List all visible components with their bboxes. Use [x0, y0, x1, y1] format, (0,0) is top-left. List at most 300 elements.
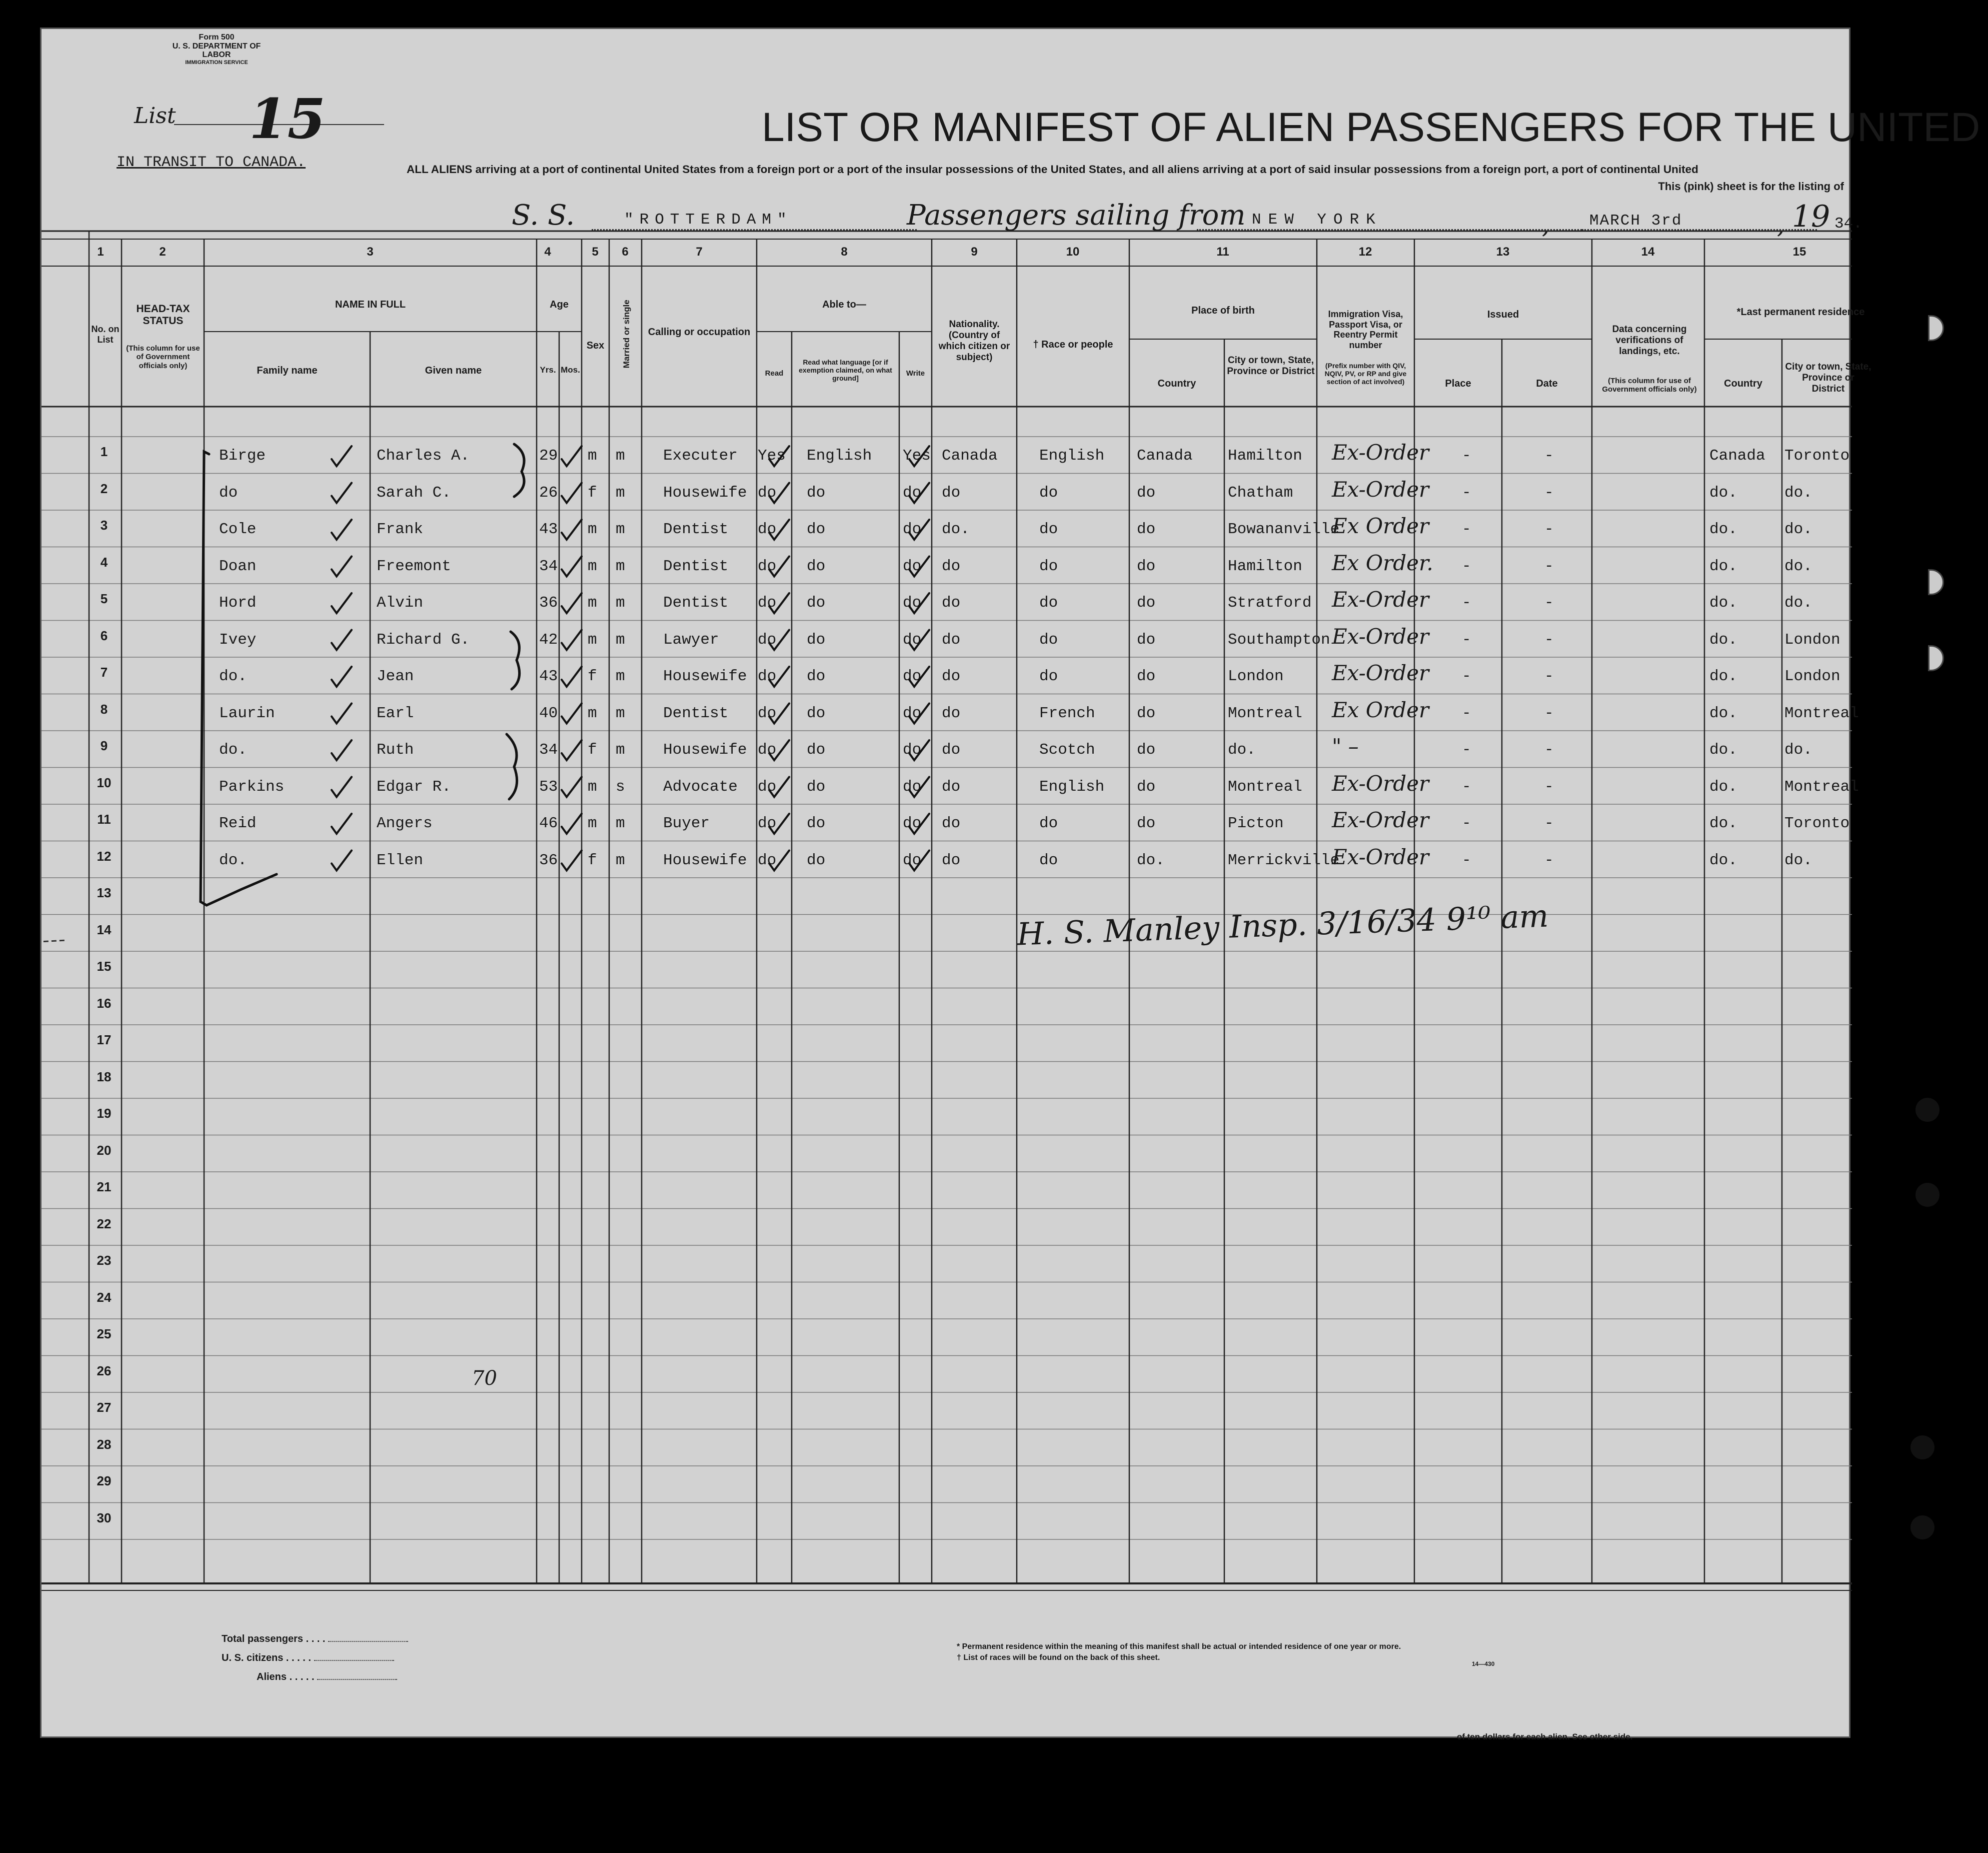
row-number: 3 — [100, 518, 108, 533]
row-number: 7 — [100, 665, 108, 680]
cell-sex: m — [588, 704, 597, 722]
manifest-sheet — [40, 28, 1980, 1741]
cell-date: - — [1544, 631, 1554, 649]
check-mark — [562, 740, 582, 760]
header-nationality: Nationality. (Country of which citizen or subject) — [938, 319, 1010, 363]
cell-ms: m — [616, 631, 625, 649]
check-mark — [332, 777, 352, 797]
cell-birth-city: Montreal — [1228, 778, 1302, 796]
cell-birth-country: Canada — [1137, 447, 1193, 465]
cell-occupation: Housewife — [663, 668, 747, 685]
check-mark — [909, 667, 929, 687]
cell-age: 43 — [539, 668, 558, 685]
check-mark — [769, 630, 789, 650]
cell-birth-country: do — [1137, 741, 1156, 759]
cell-age: 36 — [539, 851, 558, 869]
check-mark — [332, 667, 352, 687]
footnote-residence: * Permanent residence within the meaning of this manifest shall be actual or intended residence of one year or more. — [957, 1642, 1401, 1651]
page-mark: 70 — [472, 1367, 497, 1390]
cell-birth-country: do — [1137, 668, 1156, 685]
cell-write: do — [903, 557, 922, 575]
header-mos: Mos. — [561, 365, 580, 375]
row-number: 20 — [97, 1142, 112, 1158]
check-mark — [562, 814, 582, 834]
row-number: 25 — [97, 1326, 112, 1341]
row-number: 30 — [97, 1510, 112, 1525]
cell-write: do — [903, 741, 922, 759]
col-number: 2 — [159, 245, 166, 259]
check-mark — [562, 593, 582, 613]
header-head-tax-note: (This column for use of Government officials only) — [126, 344, 200, 370]
cell-visa: Ex-Order — [1332, 440, 1429, 465]
header-visa: Immigration Visa, Passport Visa, or Reentry Permit number — [1328, 309, 1403, 351]
row-number: 2 — [100, 481, 108, 496]
cell-res-city: London — [1784, 631, 1840, 649]
check-mark — [562, 630, 582, 650]
cell-birth-country: do. — [1137, 851, 1165, 869]
row-number: 26 — [97, 1363, 112, 1378]
cell-language: do — [807, 704, 826, 722]
cell-date: - — [1544, 594, 1554, 612]
header-data-note: (This column for use of Government officials only) — [1602, 377, 1697, 394]
cell-birth-country: do — [1137, 631, 1156, 649]
header-able-to: Able to— — [822, 299, 866, 310]
cell-visa: Ex-Order — [1332, 587, 1429, 612]
cell-read: do — [758, 704, 777, 722]
cell-birth-city: Stratford — [1228, 594, 1312, 612]
cell-sex: m — [588, 815, 597, 832]
service-name: IMMIGRATION SERVICE — [185, 59, 248, 66]
cell-nationality: do — [942, 631, 961, 649]
cell-write: do — [903, 484, 922, 502]
cell-nationality: do — [942, 704, 961, 722]
cell-res-country: do. — [1709, 704, 1737, 722]
cell-visa: Ex-Order — [1332, 624, 1429, 649]
cell-date: - — [1544, 815, 1554, 832]
cell-family: Laurin — [219, 704, 275, 722]
ship-name: "ROTTERDAM" — [624, 211, 793, 229]
row-number: 10 — [97, 775, 112, 790]
check-mark — [562, 667, 582, 687]
cell-race: do — [1039, 631, 1058, 649]
cell-nationality: do — [942, 594, 961, 612]
cell-birth-city: Chatham — [1228, 484, 1293, 502]
cell-language: do — [807, 557, 826, 575]
col-number: 11 — [1216, 245, 1229, 259]
binder-hole — [1915, 1183, 1939, 1207]
check-mark — [332, 704, 352, 724]
row-number: 23 — [97, 1253, 112, 1268]
col-number: 6 — [622, 245, 629, 259]
check-mark — [332, 593, 352, 613]
cell-place: - — [1462, 851, 1471, 869]
cell-place: - — [1462, 815, 1471, 832]
cell-date: - — [1544, 704, 1554, 722]
row-number: 22 — [97, 1216, 112, 1231]
check-mark — [909, 704, 929, 724]
check-mark — [332, 814, 352, 834]
cell-visa: Ex-Order — [1332, 771, 1429, 796]
cell-birth-city: Hamilton — [1228, 557, 1302, 575]
cell-res-city: London — [1784, 668, 1840, 685]
col-number: 13 — [1496, 245, 1510, 259]
cell-sex: f — [588, 484, 597, 502]
header-yrs: Yrs. — [540, 365, 556, 375]
aliens-label: Aliens — [257, 1671, 287, 1682]
cell-race: do — [1039, 594, 1058, 612]
cell-ms: m — [616, 704, 625, 722]
cell-nationality: do — [942, 815, 961, 832]
header-calling: Calling or occupation — [648, 327, 751, 338]
cell-res-city: Montreal — [1784, 704, 1859, 722]
cell-given: Earl — [377, 704, 414, 722]
cell-birth-country: do — [1137, 778, 1156, 796]
header-last-residence: *Last permanent residence — [1736, 307, 1865, 318]
cell-given: Ellen — [377, 851, 424, 869]
cell-res-country: do. — [1709, 594, 1737, 612]
cell-ms: m — [616, 851, 625, 869]
year-prefix: 19 — [1792, 199, 1830, 234]
cell-sex: f — [588, 668, 597, 685]
check-mark — [769, 446, 789, 466]
cell-date: - — [1544, 851, 1554, 869]
cell-occupation: Advocate — [663, 778, 738, 796]
comma-mark-2: , — [1777, 210, 1785, 239]
col-number: 5 — [592, 245, 599, 259]
cell-read: do — [758, 851, 777, 869]
cell-language: do — [807, 484, 826, 502]
cell-family: do. — [219, 741, 247, 759]
cell-language: do — [807, 815, 826, 832]
cell-place: - — [1462, 594, 1471, 612]
cell-race: do — [1039, 521, 1058, 538]
sailing-date: MARCH 3rd — [1589, 212, 1682, 230]
footer-totals: Total passengers . . . . U. S. citizens . . . . . Aliens . . . . . — [222, 1629, 408, 1686]
cell-race: do — [1039, 851, 1058, 869]
check-mark — [909, 740, 929, 760]
cell-sex: f — [588, 851, 597, 869]
cell-res-country: do. — [1709, 741, 1737, 759]
row-number: 12 — [97, 848, 112, 864]
row-number: 17 — [97, 1032, 112, 1047]
cell-read: do — [758, 557, 777, 575]
header-place: Place — [1445, 378, 1471, 389]
cell-read: do — [758, 741, 777, 759]
row-number: 24 — [97, 1289, 112, 1305]
cell-date: - — [1544, 778, 1554, 796]
cell-given: Freemont — [377, 557, 451, 575]
check-mark — [769, 593, 789, 613]
header-read-what: Read what language [or if exemption claimed, on what ground] — [799, 358, 892, 383]
cell-language: do — [807, 668, 826, 685]
header-res-city: City or town, State, Province or District — [1785, 362, 1871, 394]
cell-language: English — [807, 447, 872, 465]
cell-ms: m — [616, 815, 625, 832]
cell-language: do — [807, 521, 826, 538]
cell-place: - — [1462, 484, 1471, 502]
cell-ms: m — [616, 741, 625, 759]
cell-birth-country: do — [1137, 704, 1156, 722]
cell-language: do — [807, 594, 826, 612]
punch-mark — [1928, 315, 1944, 341]
cell-place: - — [1462, 741, 1471, 759]
cell-family: Ivey — [219, 631, 257, 649]
cell-birth-city: Southampton — [1228, 631, 1330, 649]
cell-sex: m — [588, 631, 597, 649]
cell-ms: m — [616, 668, 625, 685]
cell-ms: m — [616, 484, 625, 502]
col-number: 8 — [841, 245, 848, 259]
col-number: 3 — [367, 245, 374, 259]
check-mark — [332, 630, 352, 650]
header-write: Write — [906, 369, 925, 378]
cell-place: - — [1462, 521, 1471, 538]
cell-ms: m — [616, 521, 625, 538]
cell-read: do — [758, 631, 777, 649]
row-number: 21 — [97, 1179, 112, 1194]
cell-occupation: Dentist — [663, 557, 729, 575]
cell-res-city: do. — [1784, 484, 1812, 502]
check-mark — [332, 851, 352, 871]
row-number: 1 — [100, 444, 108, 459]
cell-res-country: do. — [1709, 778, 1737, 796]
cell-visa: Ex Order. — [1332, 550, 1433, 575]
cell-date: - — [1544, 557, 1554, 575]
cell-write: do — [903, 594, 922, 612]
cell-date: - — [1544, 484, 1554, 502]
cell-nationality: do — [942, 741, 961, 759]
cell-age: 36 — [539, 594, 558, 612]
list-number: 15 — [249, 87, 326, 151]
check-mark — [909, 557, 929, 577]
ss-label: S. S. — [512, 199, 575, 232]
row-number: 8 — [100, 701, 108, 717]
cell-res-city: Toronto — [1784, 815, 1850, 832]
cell-given: Jean — [377, 668, 414, 685]
cell-given: Richard G. — [377, 631, 470, 649]
row-number: 15 — [97, 959, 112, 974]
header-family-name: Family name — [257, 365, 318, 376]
check-mark — [562, 557, 582, 577]
header-no-on-list: No. on List — [91, 324, 120, 345]
cell-occupation: Dentist — [663, 704, 729, 722]
cell-birth-country: do — [1137, 521, 1156, 538]
header-read: Read — [765, 369, 784, 378]
cell-family: do. — [219, 851, 247, 869]
cell-age: 26 — [539, 484, 558, 502]
handwritten-marks — [42, 29, 1852, 1739]
cell-birth-country: do — [1137, 815, 1156, 832]
cell-birth-city: Merrickville — [1228, 851, 1340, 869]
cell-read: do — [758, 668, 777, 685]
cell-write: do — [903, 631, 922, 649]
check-mark — [909, 814, 929, 834]
cell-language: do — [807, 631, 826, 649]
binder-hole — [1915, 1098, 1939, 1122]
cell-language: do — [807, 851, 826, 869]
cell-ms: m — [616, 447, 625, 465]
cell-family: Birge — [219, 447, 266, 465]
cell-sex: m — [588, 557, 597, 575]
cell-age: 40 — [539, 704, 558, 722]
cell-given: Frank — [377, 521, 424, 538]
check-mark — [909, 446, 929, 466]
cell-read: do — [758, 594, 777, 612]
cell-family: Hord — [219, 594, 257, 612]
cell-race: French — [1039, 704, 1095, 722]
cell-age: 53 — [539, 778, 558, 796]
cell-age: 42 — [539, 631, 558, 649]
transit-note: IN TRANSIT TO CANADA. — [117, 154, 306, 171]
cell-place: - — [1462, 631, 1471, 649]
cell-age: 34 — [539, 741, 558, 759]
row-number: 18 — [97, 1069, 112, 1084]
cell-sex: f — [588, 741, 597, 759]
cell-race: do — [1039, 484, 1058, 502]
check-mark — [332, 740, 352, 760]
manifest-title: LIST OR MANIFEST OF ALIEN PASSENGERS FOR THE UNITED — [762, 105, 1980, 150]
row-number: 19 — [97, 1106, 112, 1121]
cell-place: - — [1462, 668, 1471, 685]
cell-res-city: do. — [1784, 851, 1812, 869]
cell-given: Alvin — [377, 594, 424, 612]
cell-family: do. — [219, 668, 247, 685]
cell-age: 29 — [539, 447, 558, 465]
cell-sex: m — [588, 447, 597, 465]
header-head-tax: HEAD-TAX STATUS — [136, 303, 190, 327]
cell-birth-city: Bowananville — [1228, 521, 1340, 538]
cell-given: Sarah C. — [377, 484, 451, 502]
header-given-name: Given name — [425, 365, 482, 376]
check-mark — [769, 814, 789, 834]
cell-read: do — [758, 778, 777, 796]
header-data-concerning: Data concerning verifications of landings, etc. — [1612, 324, 1687, 357]
row-number: 6 — [100, 628, 108, 643]
cell-occupation: Housewife — [663, 484, 747, 502]
header-race: † Race or people — [1033, 339, 1113, 350]
check-mark — [769, 704, 789, 724]
row-number: 5 — [100, 591, 108, 606]
row-number: 9 — [100, 738, 108, 753]
cell-res-country: do. — [1709, 815, 1737, 832]
cell-nationality: do — [942, 484, 961, 502]
check-mark — [332, 557, 352, 577]
cell-read: do — [758, 484, 777, 502]
cell-write: do — [903, 521, 922, 538]
row-number: 27 — [97, 1400, 112, 1415]
cell-birth-city: do. — [1228, 741, 1256, 759]
subtitle-line-1: ALL ALIENS arriving at a port of continental United States from a foreign port or a port of the insular possessions of the United States, and all aliens arriving at a port of said insular possessions from a foreign port, a port of continental United — [407, 163, 1698, 176]
cell-language: do — [807, 741, 826, 759]
row-number: 11 — [97, 812, 111, 827]
cell-res-city: do. — [1784, 594, 1812, 612]
check-mark — [562, 483, 582, 503]
check-mark — [562, 520, 582, 540]
header-date: Date — [1536, 378, 1558, 389]
cell-birth-city: Montreal — [1228, 704, 1302, 722]
cell-birth-country: do — [1137, 484, 1156, 502]
cell-birth-city: Hamilton — [1228, 447, 1302, 465]
check-mark — [562, 446, 582, 466]
cell-race: do — [1039, 668, 1058, 685]
cell-occupation: Lawyer — [663, 631, 719, 649]
cell-family: Reid — [219, 815, 257, 832]
cell-read: Yes — [758, 447, 786, 465]
cell-race: do — [1039, 557, 1058, 575]
sailing-label: Passengers sailing from — [907, 199, 1246, 232]
cell-date: - — [1544, 741, 1554, 759]
cell-read: do — [758, 521, 777, 538]
col-number: 10 — [1066, 245, 1080, 259]
cell-occupation: Executer — [663, 447, 738, 465]
cell-place: - — [1462, 704, 1471, 722]
header-sex: Sex — [586, 340, 605, 351]
cell-res-country: Canada — [1709, 447, 1765, 465]
cell-write: do — [903, 668, 922, 685]
year-suffix: 34. — [1834, 215, 1862, 233]
cell-ms: m — [616, 557, 625, 575]
cell-race: English — [1039, 447, 1105, 465]
cell-family: Doan — [219, 557, 257, 575]
row-number: 4 — [100, 554, 108, 570]
cell-birth-country: do — [1137, 594, 1156, 612]
cell-res-country: do. — [1709, 521, 1737, 538]
header-city: City or town, State, Province or District — [1227, 355, 1315, 377]
check-mark — [769, 483, 789, 503]
cell-family: Cole — [219, 521, 257, 538]
punch-mark — [1928, 645, 1944, 671]
cell-occupation: Housewife — [663, 741, 747, 759]
cell-write: do — [903, 704, 922, 722]
cell-sex: m — [588, 521, 597, 538]
check-mark — [909, 520, 929, 540]
row-number: 16 — [97, 995, 112, 1011]
check-mark — [909, 777, 929, 797]
cell-family: Parkins — [219, 778, 285, 796]
cell-sex: m — [588, 594, 597, 612]
col-number: 1 — [97, 245, 104, 259]
total-passengers-label: Total passengers — [222, 1633, 304, 1644]
col-number: 14 — [1641, 245, 1655, 259]
punch-mark — [1928, 569, 1944, 595]
cell-visa: " – — [1332, 734, 1359, 759]
footer-form-code: 14—430 — [1472, 1660, 1495, 1667]
cell-age: 34 — [539, 557, 558, 575]
cell-nationality: do — [942, 668, 961, 685]
cell-occupation: Dentist — [663, 521, 729, 538]
cell-given: Charles A. — [377, 447, 470, 465]
comma-mark: , — [1542, 210, 1550, 239]
col-number: 15 — [1792, 245, 1806, 259]
cell-res-country: do. — [1709, 668, 1737, 685]
row-number: 14 — [97, 922, 112, 937]
header-married: Married or single — [622, 300, 632, 369]
header-res-country: Country — [1724, 378, 1762, 389]
check-mark — [769, 520, 789, 540]
cell-nationality: do — [942, 778, 961, 796]
cell-date: - — [1544, 668, 1554, 685]
check-mark — [909, 630, 929, 650]
cell-visa: Ex-Order — [1332, 477, 1429, 502]
subtitle-line-2: This (pink) sheet is for the listing of — [1658, 180, 1844, 193]
cell-nationality: do — [942, 851, 961, 869]
cell-nationality: do. — [942, 521, 970, 538]
col-number: 12 — [1358, 245, 1372, 259]
cell-read: do — [758, 815, 777, 832]
check-mark — [769, 777, 789, 797]
check-mark — [769, 851, 789, 871]
cell-occupation: Dentist — [663, 594, 729, 612]
